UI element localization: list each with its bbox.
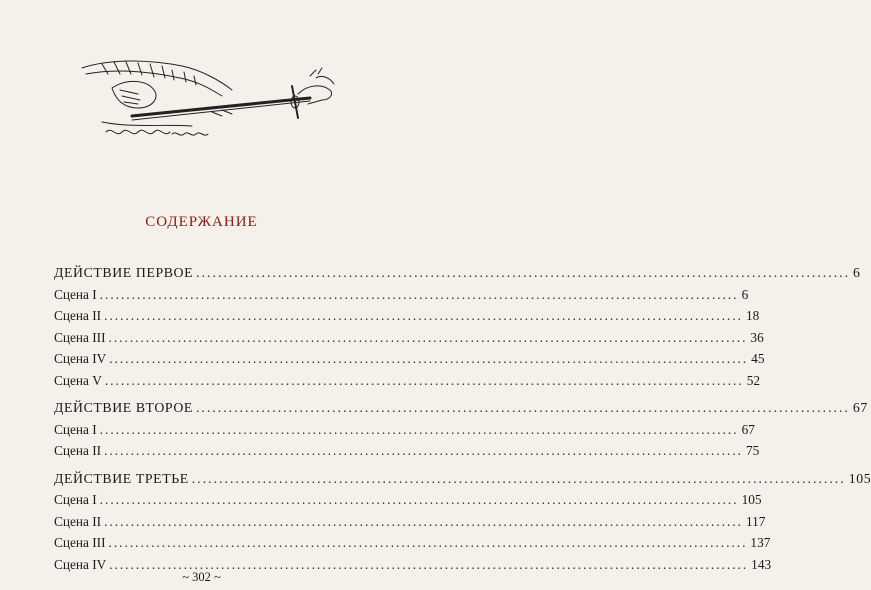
toc-entry[interactable] xyxy=(54,489,762,511)
leader-dots: ........................................................................................................................ xyxy=(108,535,748,550)
toc-entry-label: Сцена II xyxy=(54,513,102,529)
toc-entry-label: Сцена I xyxy=(54,286,97,302)
toc-entry-page: 75 xyxy=(746,443,760,458)
toc-entry-label: Сцена II xyxy=(54,308,102,323)
toc-entry[interactable] xyxy=(54,262,861,284)
toc-entry[interactable] xyxy=(54,440,760,462)
toc-entry[interactable] xyxy=(54,468,871,490)
sword-and-hands-sketch-icon xyxy=(72,38,342,150)
toc-entry-page: 6 xyxy=(741,286,749,302)
leader-dots: ........................................................................................................................ xyxy=(104,308,743,323)
toc-entry-label: Сцена III xyxy=(54,329,106,345)
toc-entry[interactable] xyxy=(54,419,755,441)
toc-entry-page: 67 xyxy=(852,400,868,415)
toc-entry-label: Сцена IV xyxy=(54,351,107,366)
toc-entry-page: 67 xyxy=(741,421,755,437)
toc-entry-page: 6 xyxy=(853,265,861,280)
leader-dots: ........................................................................................................................ xyxy=(99,492,739,507)
toc-entry[interactable] xyxy=(54,397,868,419)
leader-dots: ........................................................................................................................ xyxy=(108,329,748,345)
toc-entry[interactable] xyxy=(54,532,771,554)
leader-dots: ........................................................................................................................ xyxy=(104,372,744,388)
toc-entry-label: ДЕЙСТВИЕ ТРЕТЬЕ xyxy=(54,470,189,486)
toc-entry-label: Сцена III xyxy=(54,535,106,550)
leader-dots: ........................................................................................................................ xyxy=(104,513,743,529)
toc-entry-label: Сцена I xyxy=(54,492,97,507)
toc-entry-label: ДЕЙСТВИЕ ПЕРВОЕ xyxy=(54,265,194,280)
leader-dots: ........................................................................................................................ xyxy=(99,421,739,437)
leader-dots: ........................................................................................................................ xyxy=(196,265,851,280)
leader-dots: ........................................................................................................................ xyxy=(109,351,749,366)
leader-dots: ........................................................................................................................ xyxy=(191,470,846,486)
page-number: ~ 302 ~ xyxy=(182,570,221,584)
leader-dots: ........................................................................................................................ xyxy=(109,556,749,572)
toc-entry-label: Сцена IV xyxy=(54,556,107,572)
toc-entry[interactable] xyxy=(54,305,760,327)
toc-entry-page: 137 xyxy=(750,535,771,550)
toc-entry[interactable] xyxy=(54,327,764,349)
toc-entry-page: 36 xyxy=(750,329,764,345)
toc-entry[interactable] xyxy=(54,511,766,533)
table-of-contents xyxy=(54,262,871,575)
leader-dots: ........................................................................................................................ xyxy=(104,443,743,458)
toc-entry-page: 143 xyxy=(751,556,772,572)
toc-entry[interactable] xyxy=(54,348,765,370)
leader-dots: ........................................................................................................................ xyxy=(99,286,739,302)
toc-entry-label: Сцена I xyxy=(54,421,97,437)
toc-entry-page: 117 xyxy=(746,513,766,529)
toc-entry-page: 18 xyxy=(746,308,760,323)
toc-entry-page: 105 xyxy=(741,492,762,507)
toc-entry[interactable] xyxy=(54,284,749,306)
toc-entry-label: Сцена V xyxy=(54,372,102,388)
toc-title: СОДЕРЖАНИЕ xyxy=(145,214,258,230)
toc-entry-page: 45 xyxy=(751,351,765,366)
toc-entry[interactable] xyxy=(54,370,761,392)
leader-dots: ........................................................................................................................ xyxy=(195,400,850,415)
toc-entry-page: 105 xyxy=(848,470,871,486)
toc-entry-label: Сцена II xyxy=(54,443,102,458)
toc-entry-label: ДЕЙСТВИЕ ВТОРОЕ xyxy=(54,400,193,415)
toc-entry-page: 52 xyxy=(746,372,761,388)
